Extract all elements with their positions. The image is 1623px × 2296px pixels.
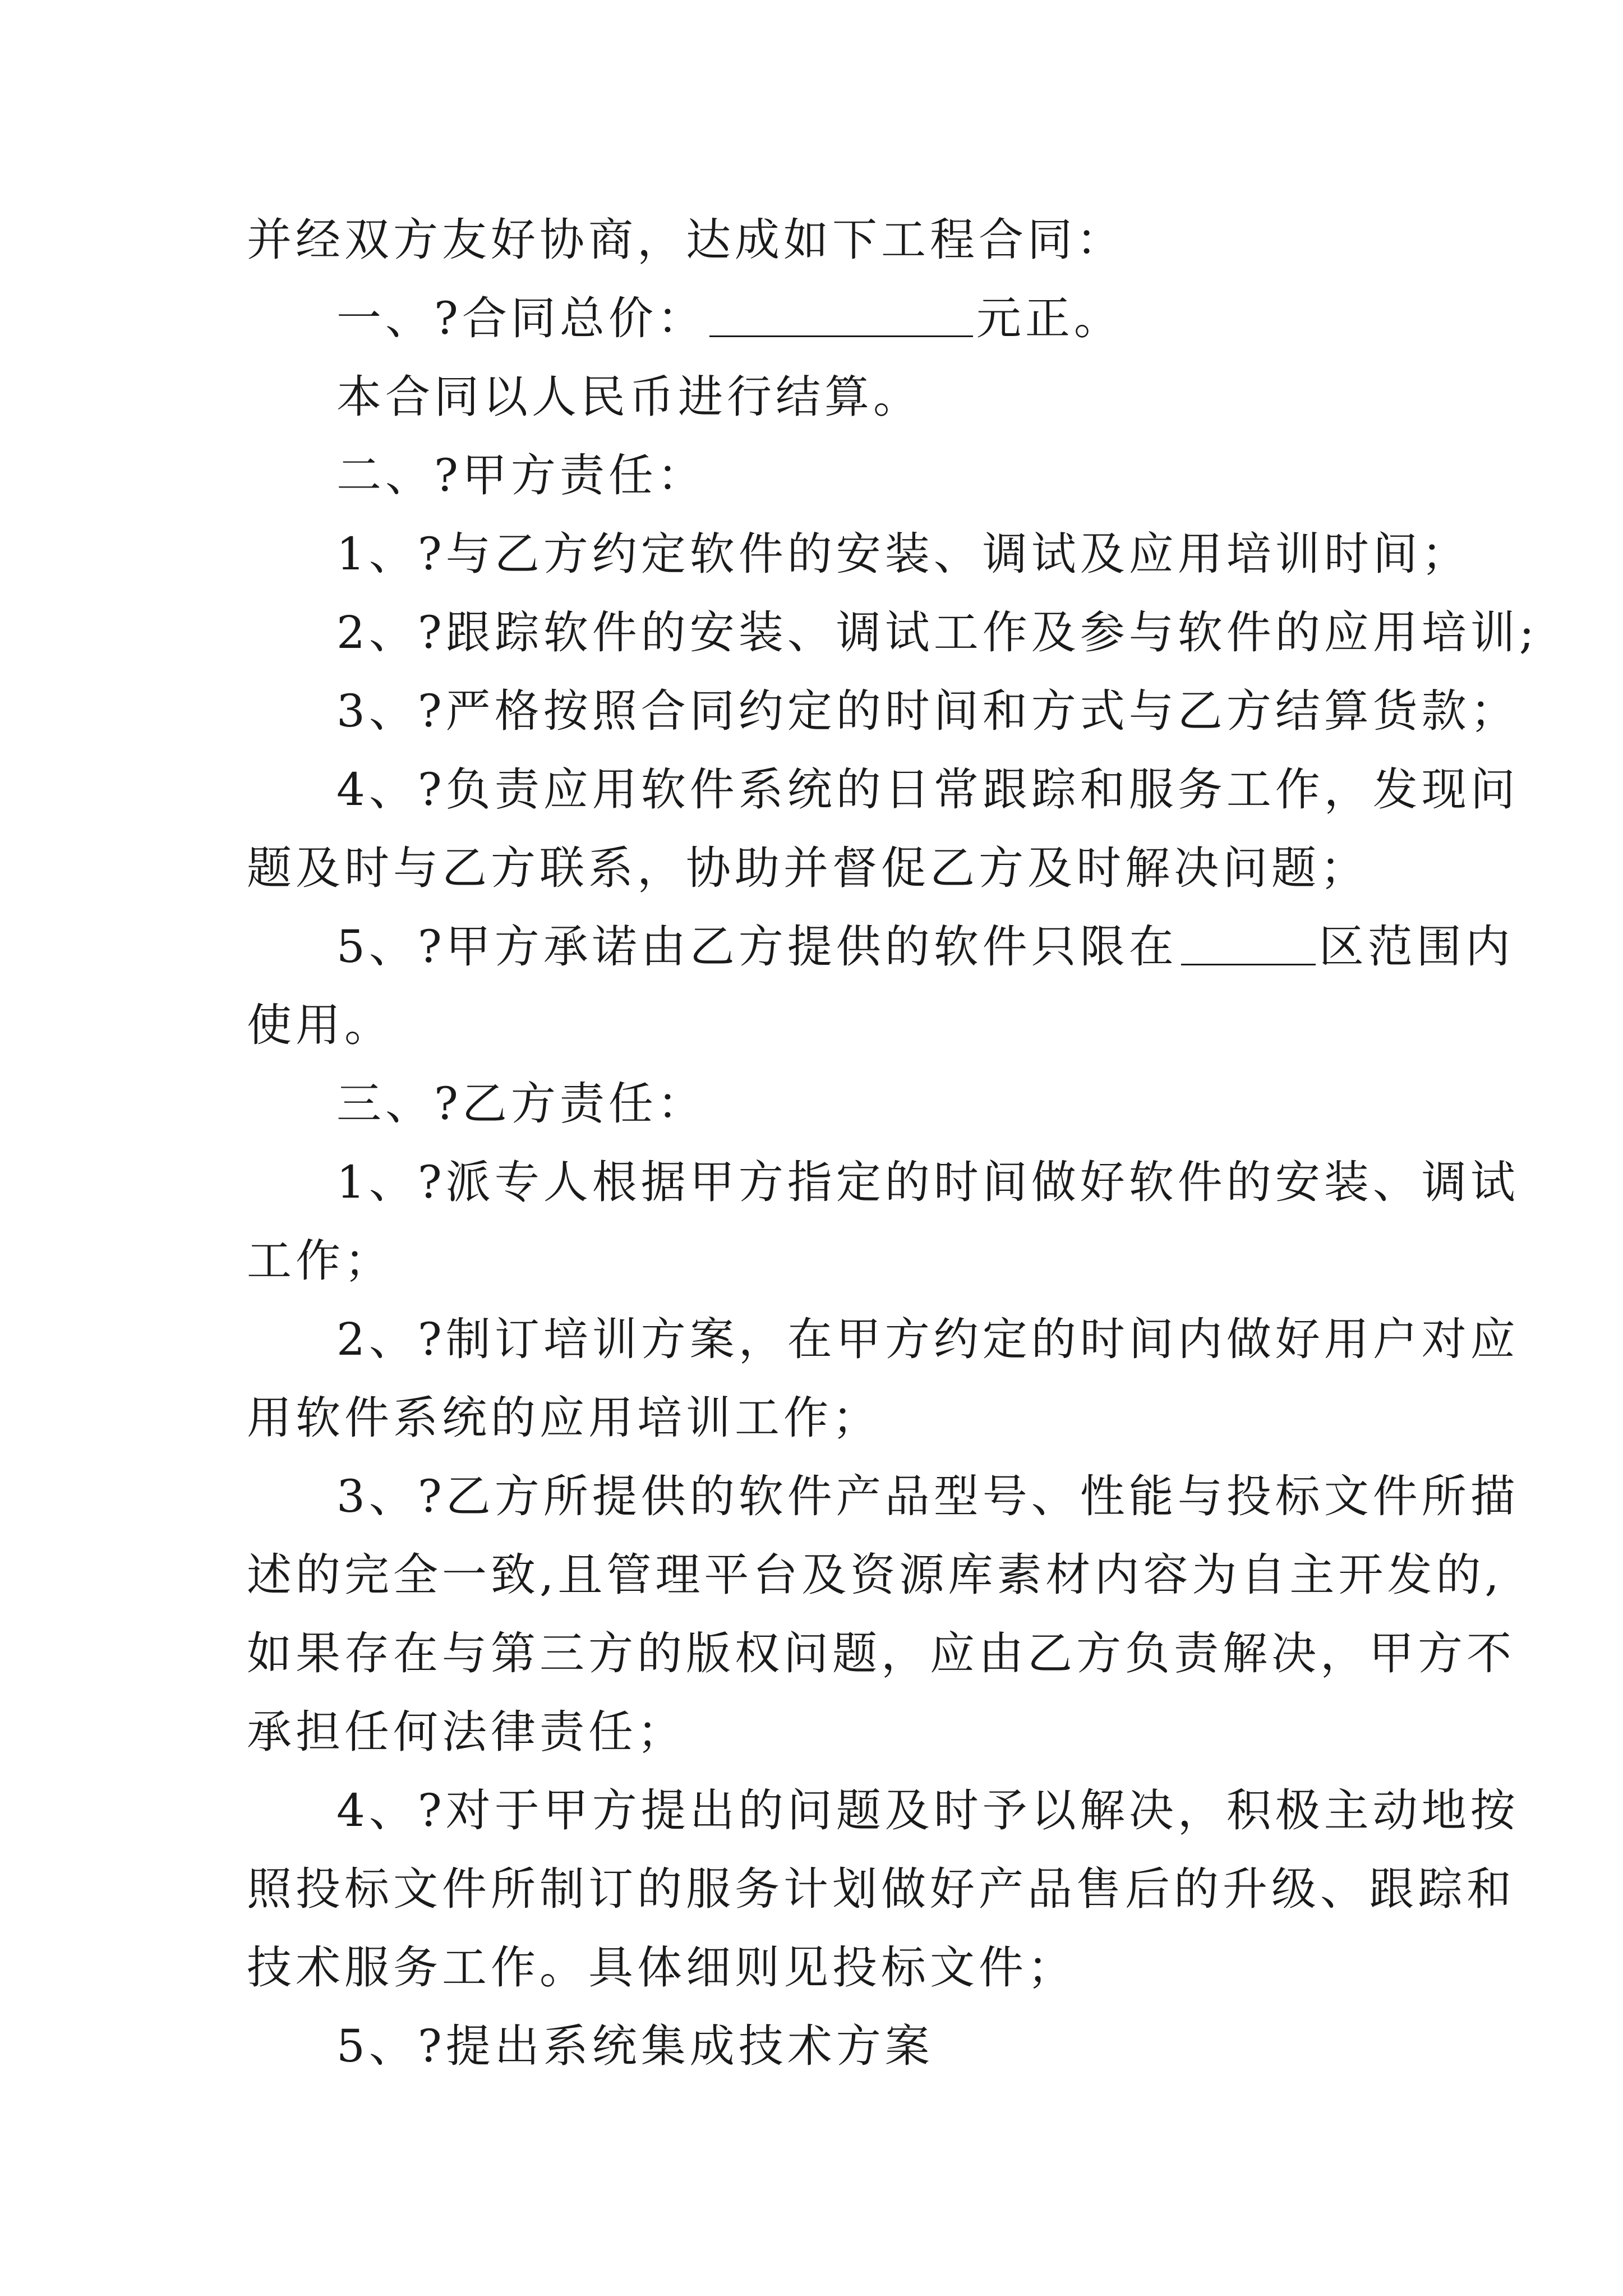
text-line: 4、?负责应用软件系统的日常跟踪和服务工作，发现问 bbox=[336, 763, 1519, 816]
text-line: 2、?跟踪软件的安装、调试工作及参与软件的应用培训; bbox=[336, 606, 1538, 659]
party-b-item-1-cont bbox=[0, 1227, 1623, 1295]
party-b-heading bbox=[0, 1070, 1623, 1138]
party-a-item-2 bbox=[0, 599, 1623, 666]
text-line: 元正。 bbox=[976, 292, 1123, 344]
text-line: 5、?甲方承诺由乙方提供的软件只限在 bbox=[336, 921, 1178, 973]
party-a-item-4 bbox=[0, 756, 1623, 823]
text-line: 3、?乙方所提供的软件产品型号、性能与投标文件所描 bbox=[336, 1470, 1519, 1522]
contract-intro-line bbox=[0, 206, 1623, 274]
text-line: 1、?派专人根据甲方指定的时间做好软件的安装、调试 bbox=[336, 1156, 1519, 1208]
text-line: 区范围内 bbox=[1318, 921, 1514, 973]
text-line: 如果存在与第三方的版权问题，应由乙方负责解决，甲方不 bbox=[247, 1627, 1515, 1680]
area-blank-field[interactable] bbox=[1181, 919, 1316, 965]
party-b-item-3-cont-3 bbox=[0, 1699, 1623, 1766]
text-line: 照投标文件所制订的服务计划做好产品售后的升级、跟踪和 bbox=[247, 1863, 1515, 1915]
party-b-item-2 bbox=[0, 1306, 1623, 1373]
contract-price-line bbox=[0, 285, 1623, 352]
text-line: 并经双方友好协商，达成如下工程合同： bbox=[247, 214, 1125, 266]
text-line: 3、?严格按照合同约定的时间和方式与乙方结算货款； bbox=[336, 685, 1519, 737]
text-line: 5、?提出系统集成技术方案 bbox=[336, 2020, 934, 2072]
text-line: 1、?与乙方约定软件的安装、调试及应用培训时间； bbox=[336, 528, 1470, 580]
section-heading: 二、?甲方责任： bbox=[336, 449, 706, 501]
party-b-item-4-cont-2 bbox=[0, 1934, 1623, 2001]
party-b-item-5 bbox=[0, 2013, 1623, 2080]
party-a-item-5-cont bbox=[0, 992, 1623, 1059]
party-b-item-1 bbox=[0, 1149, 1623, 1216]
text-line: 技术服务工作。具体细则见投标文件； bbox=[247, 1941, 1076, 1994]
party-b-item-4 bbox=[0, 1777, 1623, 1844]
party-b-item-3-cont-2 bbox=[0, 1620, 1623, 1687]
party-b-item-2-cont bbox=[0, 1384, 1623, 1452]
party-a-item-5 bbox=[0, 913, 1623, 981]
text-line: 使用。 bbox=[247, 999, 393, 1051]
party-b-item-3 bbox=[0, 1463, 1623, 1530]
price-blank-field[interactable] bbox=[709, 291, 973, 337]
text-line: 本合同以人民币进行结算。 bbox=[336, 371, 922, 423]
text-line: 题及时与乙方联系，协助并督促乙方及时解决问题； bbox=[247, 842, 1369, 894]
party-a-item-3 bbox=[0, 678, 1623, 745]
party-a-heading bbox=[0, 442, 1623, 509]
text-line: 工作； bbox=[247, 1235, 393, 1287]
party-a-item-4-cont bbox=[0, 835, 1623, 902]
party-b-item-3-cont-1 bbox=[0, 1542, 1623, 1609]
text-line: 承担任何法律责任； bbox=[247, 1706, 686, 1758]
text-line: 4、?对于甲方提出的问题及时予以解决，积极主动地按 bbox=[336, 1784, 1519, 1837]
section-heading: 三、?乙方责任： bbox=[336, 1078, 706, 1130]
settlement-currency-line bbox=[0, 364, 1623, 431]
text-line: 一、?合同总价： bbox=[336, 292, 706, 344]
text-line: 用软件系统的应用培训工作； bbox=[247, 1392, 881, 1444]
party-a-item-1 bbox=[0, 521, 1623, 588]
text-line: 2、?制订培训方案，在甲方约定的时间内做好用户对应 bbox=[336, 1313, 1519, 1365]
text-line: 述的完全一致,且管理平台及资源库素材内容为自主开发的, bbox=[247, 1549, 1503, 1601]
party-b-item-4-cont-1 bbox=[0, 1856, 1623, 1923]
